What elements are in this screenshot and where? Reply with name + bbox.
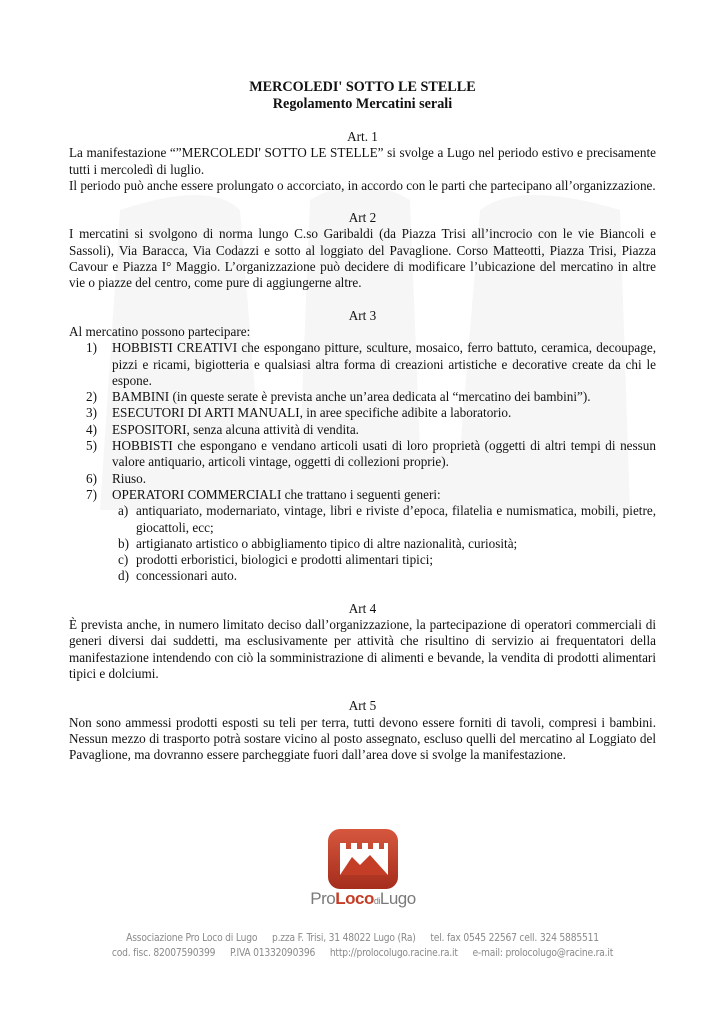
sub-list-item: b) artigianato artistico o abbigliamento tipico di altre nazionalità, curiosità; <box>118 535 518 551</box>
art4-heading: Art 4 <box>348 600 377 616</box>
document-title: MERCOLEDI' SOTTO LE STELLE <box>249 79 476 95</box>
art5-heading: Art 5 <box>348 698 377 714</box>
sub-list-item: d) concessionari auto. <box>118 568 238 584</box>
sub-list-item: c) prodotti erboristici, biologici e prodotti alimentari tipici; <box>118 552 434 568</box>
list-item: 1) HOBBISTI CREATIVI che espongano pitture, sculture, mosaico, ferro battuto, ceramica, decoupage, pizzi e ricami, bigiotteria e qualsiasi altra forma di creazioni artistiche e decorative create da chi le espone. <box>86 340 656 388</box>
footer-website: http://prolocolugo.racine.ra.it <box>329 948 458 959</box>
document-body <box>69 79 656 763</box>
footer-tax-code: cod. fisc. 82007590399 <box>111 948 216 959</box>
footer-address: p.zza F. Trisi, 31 48022 Lugo (Ra) <box>271 933 416 944</box>
footer-association: Associazione Pro Loco di Lugo <box>126 933 258 944</box>
footer-vat: P.IVA 01332090396 <box>230 948 316 959</box>
participants-list <box>69 340 656 584</box>
art2-text: I mercatini si svolgono di norma lungo C.so Garibaldi (da Piazza Trisi all’incrocio con le vie Biancoli e Sassoli), Via Baracca, Via Codazzi e sotto al loggiato del Pavaglione. Corso Matteotti, Piazza Trisi, Piazza Cavour e Piazza I° Maggio. L’organizzazione può decidere di modificare l’ubicazione del mercatino in altre vie o piazze del centro, come pure di aggiungerne altre. <box>69 226 656 291</box>
list-item: 3) ESECUTORI DI ARTI MANUALI, in aree specifiche adibite a laboratorio. <box>86 405 512 421</box>
art4-text: È prevista anche, in numero limitato deciso dall’organizzazione, la partecipazione di operatori commerciali di generi diversi dai suddetti, ma esclusivamente per attività che risultino di servizio ai frequentatori della manifestazione intendendo con ciò la somministrazione di alimenti e bevande, la vendita di prodotti alimentari tipici e dolciumi. <box>69 617 656 681</box>
brand-wordmark: ProLocodiLugo <box>310 889 416 908</box>
commercial-goods-list <box>112 503 656 584</box>
pro-loco-logo-icon <box>328 829 398 889</box>
art1-text: La manifestazione “”MERCOLEDI' SOTTO LE STELLE” si svolge a Lugo nel periodo estivo e precisamente tutti i mercoledì di luglio. <box>69 145 656 177</box>
list-item: 6) Riuso. <box>86 470 147 486</box>
list-item: 4) ESPOSITORI, senza alcuna attività di vendita. <box>86 421 359 437</box>
art3-intro: Al mercatino possono partecipare: <box>69 323 251 339</box>
art1-text2: Il periodo può anche essere prolungato o accorciato, in accordo con le parti che partecipano all’organizzazione. <box>69 177 656 193</box>
art2-heading: Art 2 <box>348 210 377 226</box>
footer-email: e-mail: prolocolugo@racine.ra.it <box>472 948 614 959</box>
art1-heading: Art. 1 <box>347 129 378 144</box>
list-item: 5) HOBBISTI che espongano e vendano articoli usati di loro proprietà (oggetti di altri tempi di nessun valore antiquario, articoli vintage, oggetti di collezioni proprie). <box>86 438 656 470</box>
list-item: 7) OPERATORI COMMERCIALI che trattano i seguenti generi: a) antiquariato, modernariato, vintage, libri e riviste d’epoca, filatelia e numismatica, mobili, pietre, giocattoli, ecc; b) artigianato artistico o abbigliamento tipico di altre nazionalità, curiosità; c) prodotti erboristici, biologici e prodotti alimentari tipici; d) concessionari auto. <box>86 486 656 584</box>
sub-list-item: a) antiquariato, modernariato, vintage, libri e riviste d’epoca, filatelia e numismatica, mobili, pietre, giocattoli, ecc; <box>118 503 656 535</box>
art5-text: Non sono ammessi prodotti esposti su teli per terra, tutti devono essere forniti di tavoli, compresi i bambini. Nessun mezzo di trasporto potrà sostare vicino al posto assegnato, escluso quelli del mercatino al Loggiato del Pavaglione, ma dovranno essere parcheggiate fuori dall’area dove si svolge la manifestazione. <box>69 714 656 763</box>
footer-phone: tel. fax 0545 22567 cell. 324 5885511 <box>430 933 599 944</box>
document-subtitle: Regolamento Mercatini serali <box>272 96 453 112</box>
art3-heading: Art 3 <box>348 307 377 323</box>
footer-line-2 <box>100 948 625 959</box>
footer-line-1 <box>100 933 625 944</box>
list-item: 2) BAMBINI (in queste serate è prevista anche un’area dedicata al “mercatino dei bambini”). <box>86 389 591 405</box>
